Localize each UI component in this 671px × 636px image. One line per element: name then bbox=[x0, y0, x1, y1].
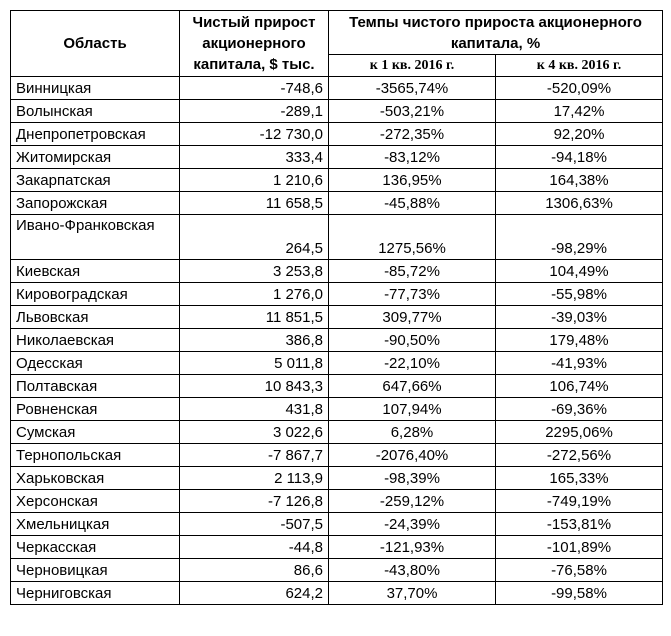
cell-q4: -272,56% bbox=[496, 444, 663, 467]
cell-q1: -272,35% bbox=[329, 123, 496, 146]
cell-region: Черновицкая bbox=[11, 559, 180, 582]
cell-q1: 6,28% bbox=[329, 421, 496, 444]
table-row bbox=[11, 421, 663, 444]
table-row bbox=[11, 536, 663, 559]
cell-value: 11 658,5 bbox=[180, 192, 329, 215]
cell-q4: 106,74% bbox=[496, 375, 663, 398]
cell-value: 3 253,8 bbox=[180, 260, 329, 283]
cell-q4: -55,98% bbox=[496, 283, 663, 306]
table-row bbox=[11, 306, 663, 329]
cell-region: Житомирская bbox=[11, 146, 180, 169]
cell-q1: 1275,56% bbox=[329, 215, 496, 260]
cell-region: Черниговская bbox=[11, 582, 180, 605]
cell-value: 11 851,5 bbox=[180, 306, 329, 329]
cell-q4: -749,19% bbox=[496, 490, 663, 513]
table-row bbox=[11, 444, 663, 467]
cell-q4: 2295,06% bbox=[496, 421, 663, 444]
cell-region: Хмельницкая bbox=[11, 513, 180, 536]
cell-q1: -121,93% bbox=[329, 536, 496, 559]
cell-q1: 647,66% bbox=[329, 375, 496, 398]
header-q1: к 1 кв. 2016 г. bbox=[329, 55, 496, 77]
header-region: Область bbox=[11, 11, 180, 77]
table-row bbox=[11, 513, 663, 536]
cell-q4: 17,42% bbox=[496, 100, 663, 123]
table-row bbox=[11, 283, 663, 306]
cell-q4: -520,09% bbox=[496, 77, 663, 100]
cell-q1: -2076,40% bbox=[329, 444, 496, 467]
cell-value: 624,2 bbox=[180, 582, 329, 605]
cell-q4: -101,89% bbox=[496, 536, 663, 559]
cell-q4: -76,58% bbox=[496, 559, 663, 582]
cell-value: 1 276,0 bbox=[180, 283, 329, 306]
cell-q4: -69,36% bbox=[496, 398, 663, 421]
table-row bbox=[11, 375, 663, 398]
cell-q4: 92,20% bbox=[496, 123, 663, 146]
cell-region: Полтавская bbox=[11, 375, 180, 398]
cell-region: Ивано-Франковская bbox=[11, 215, 180, 260]
cell-q1: -43,80% bbox=[329, 559, 496, 582]
cell-value: -507,5 bbox=[180, 513, 329, 536]
cell-value: 2 113,9 bbox=[180, 467, 329, 490]
cell-region: Волынская bbox=[11, 100, 180, 123]
cell-q1: -3565,74% bbox=[329, 77, 496, 100]
cell-value: 3 022,6 bbox=[180, 421, 329, 444]
table-row bbox=[11, 169, 663, 192]
cell-q4: 179,48% bbox=[496, 329, 663, 352]
cell-q1: 107,94% bbox=[329, 398, 496, 421]
cell-region: Одесская bbox=[11, 352, 180, 375]
cell-q1: -85,72% bbox=[329, 260, 496, 283]
table-row bbox=[11, 329, 663, 352]
cell-region: Закарпатская bbox=[11, 169, 180, 192]
header-q4: к 4 кв. 2016 г. bbox=[496, 55, 663, 77]
table-row bbox=[11, 352, 663, 375]
cell-region: Тернопольская bbox=[11, 444, 180, 467]
cell-value: 86,6 bbox=[180, 559, 329, 582]
cell-q1: 309,77% bbox=[329, 306, 496, 329]
table-row bbox=[11, 123, 663, 146]
table-row bbox=[11, 559, 663, 582]
header-net-growth: Чистый прирост акционерного капитала, $ тыс. bbox=[180, 11, 329, 77]
table-row bbox=[11, 100, 663, 123]
table-row bbox=[11, 215, 663, 260]
cell-value: 264,5 bbox=[180, 215, 329, 260]
cell-q4: -41,93% bbox=[496, 352, 663, 375]
cell-q1: -22,10% bbox=[329, 352, 496, 375]
table-row bbox=[11, 146, 663, 169]
cell-region: Херсонская bbox=[11, 490, 180, 513]
cell-q1: -259,12% bbox=[329, 490, 496, 513]
cell-q4: -39,03% bbox=[496, 306, 663, 329]
cell-value: -7 867,7 bbox=[180, 444, 329, 467]
cell-value: 1 210,6 bbox=[180, 169, 329, 192]
cell-value: -748,6 bbox=[180, 77, 329, 100]
cell-value: -44,8 bbox=[180, 536, 329, 559]
cell-region: Николаевская bbox=[11, 329, 180, 352]
cell-value: 386,8 bbox=[180, 329, 329, 352]
table-row bbox=[11, 490, 663, 513]
cell-q4: -98,29% bbox=[496, 215, 663, 260]
cell-value: -289,1 bbox=[180, 100, 329, 123]
cell-q4: -94,18% bbox=[496, 146, 663, 169]
cell-q4: 164,38% bbox=[496, 169, 663, 192]
cell-region: Черкасская bbox=[11, 536, 180, 559]
header-growth-rate: Темпы чистого прироста акционерного капитала, % bbox=[329, 11, 663, 55]
cell-q1: 136,95% bbox=[329, 169, 496, 192]
capital-growth-table bbox=[10, 10, 663, 605]
table-row bbox=[11, 260, 663, 283]
table-row bbox=[11, 77, 663, 100]
cell-region: Ровненская bbox=[11, 398, 180, 421]
cell-q4: -153,81% bbox=[496, 513, 663, 536]
cell-region: Кировоградская bbox=[11, 283, 180, 306]
cell-q4: 1306,63% bbox=[496, 192, 663, 215]
table-row bbox=[11, 192, 663, 215]
cell-region: Запорожская bbox=[11, 192, 180, 215]
cell-q1: -90,50% bbox=[329, 329, 496, 352]
cell-value: 5 011,8 bbox=[180, 352, 329, 375]
cell-q1: -24,39% bbox=[329, 513, 496, 536]
table-row bbox=[11, 398, 663, 421]
cell-value: 431,8 bbox=[180, 398, 329, 421]
cell-region: Харьковская bbox=[11, 467, 180, 490]
cell-value: 10 843,3 bbox=[180, 375, 329, 398]
cell-q4: 104,49% bbox=[496, 260, 663, 283]
cell-q4: -99,58% bbox=[496, 582, 663, 605]
cell-region: Сумская bbox=[11, 421, 180, 444]
cell-q1: -83,12% bbox=[329, 146, 496, 169]
cell-region: Львовская bbox=[11, 306, 180, 329]
cell-value: -7 126,8 bbox=[180, 490, 329, 513]
cell-q4: 165,33% bbox=[496, 467, 663, 490]
cell-q1: -503,21% bbox=[329, 100, 496, 123]
cell-q1: -45,88% bbox=[329, 192, 496, 215]
cell-region: Киевская bbox=[11, 260, 180, 283]
cell-q1: 37,70% bbox=[329, 582, 496, 605]
cell-value: 333,4 bbox=[180, 146, 329, 169]
table-row bbox=[11, 467, 663, 490]
cell-value: -12 730,0 bbox=[180, 123, 329, 146]
cell-q1: -77,73% bbox=[329, 283, 496, 306]
table-row bbox=[11, 582, 663, 605]
cell-region: Винницкая bbox=[11, 77, 180, 100]
cell-q1: -98,39% bbox=[329, 467, 496, 490]
cell-region: Днепропетровская bbox=[11, 123, 180, 146]
